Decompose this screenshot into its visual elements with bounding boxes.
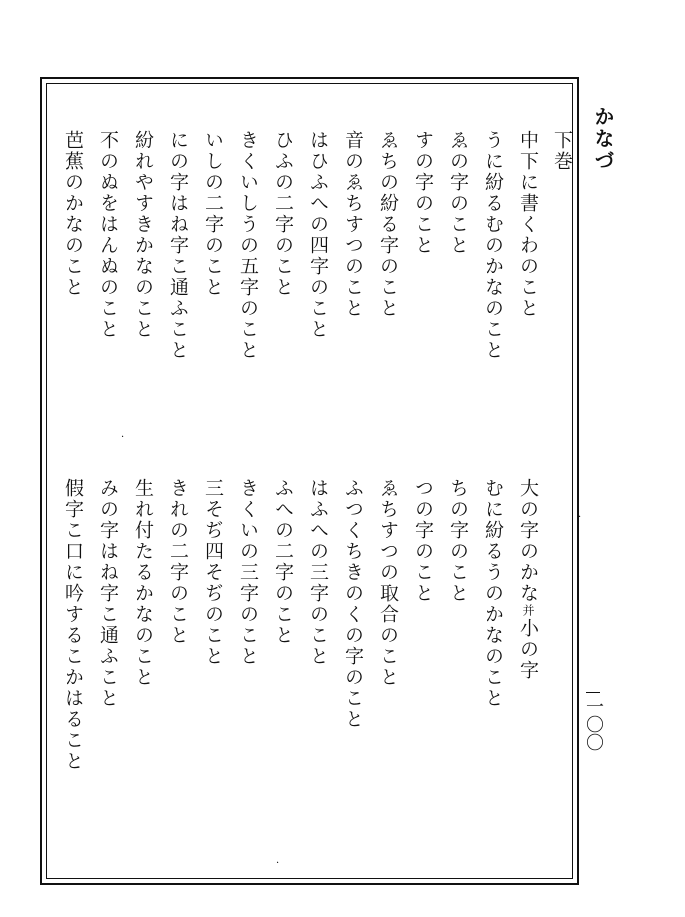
lower-toc-item: きくいの三字のこと <box>237 478 259 667</box>
lower-toc-text: 小の字 <box>517 618 539 681</box>
print-speck: · <box>276 858 280 869</box>
lower-toc-item-first <box>518 478 537 681</box>
lower-toc-text: 大の字のかな <box>517 478 539 604</box>
upper-toc-item: きくいしうの五字のこと <box>237 130 259 361</box>
lower-toc-item: 三そぢ四そぢのこと <box>202 478 224 667</box>
upper-toc-item: 紛れやすきかなのこと <box>132 130 154 340</box>
lower-toc-item: ふへの二字のこと <box>272 478 294 646</box>
upper-toc-item: 不のぬをはんぬのこと <box>97 130 119 340</box>
lower-toc-item: 生れ付たるかなのこと <box>132 478 154 688</box>
page-number: 一〇〇 <box>583 697 604 751</box>
lower-toc-item: きれの二字のこと <box>167 478 189 646</box>
upper-toc-item: ひふの二字のこと <box>272 130 294 298</box>
page-number-rule <box>586 692 600 693</box>
lower-toc-item: ふつくちきのくの字のこと <box>342 478 364 730</box>
upper-toc-item: 芭蕉のかなのこと <box>62 130 84 298</box>
lower-toc-item: 假字こ口に吟するこかはること <box>62 478 84 772</box>
lower-toc-item: むに紛るうのかなのこと <box>482 478 504 709</box>
print-speck: · <box>578 512 582 523</box>
print-speck: · <box>121 432 125 443</box>
lower-toc-annotation: 并 <box>521 604 535 618</box>
upper-toc-item: 音のゑちすつのこと <box>342 130 364 319</box>
lower-toc-item: ちの字のこと <box>447 478 469 604</box>
upper-toc-item: はひふへの四字のこと <box>307 130 329 340</box>
upper-toc-item: 中下に書くわのこと <box>517 130 539 319</box>
lower-toc-item: はふへの三字のこと <box>307 478 329 667</box>
lower-toc-item: ゑちすつの取合のこと <box>377 478 399 688</box>
volume-heading: 下巻 <box>551 130 573 172</box>
upper-toc-item: うに紛るむのかなのこと <box>482 130 504 361</box>
upper-toc-item: いしの二字のこと <box>202 130 224 298</box>
upper-toc-item: にの字はね字こ通ふこと <box>167 130 189 361</box>
lower-toc-item: みの字はね字こ通ふこと <box>97 478 119 709</box>
running-title: かなづ <box>591 106 615 172</box>
lower-toc-item: つの字のこと <box>412 478 434 604</box>
upper-toc-item: すの字のこと <box>412 130 434 256</box>
upper-toc-item: ゑの字のこと <box>447 130 469 256</box>
upper-toc-item: ゑちの紛る字のこと <box>377 130 399 319</box>
